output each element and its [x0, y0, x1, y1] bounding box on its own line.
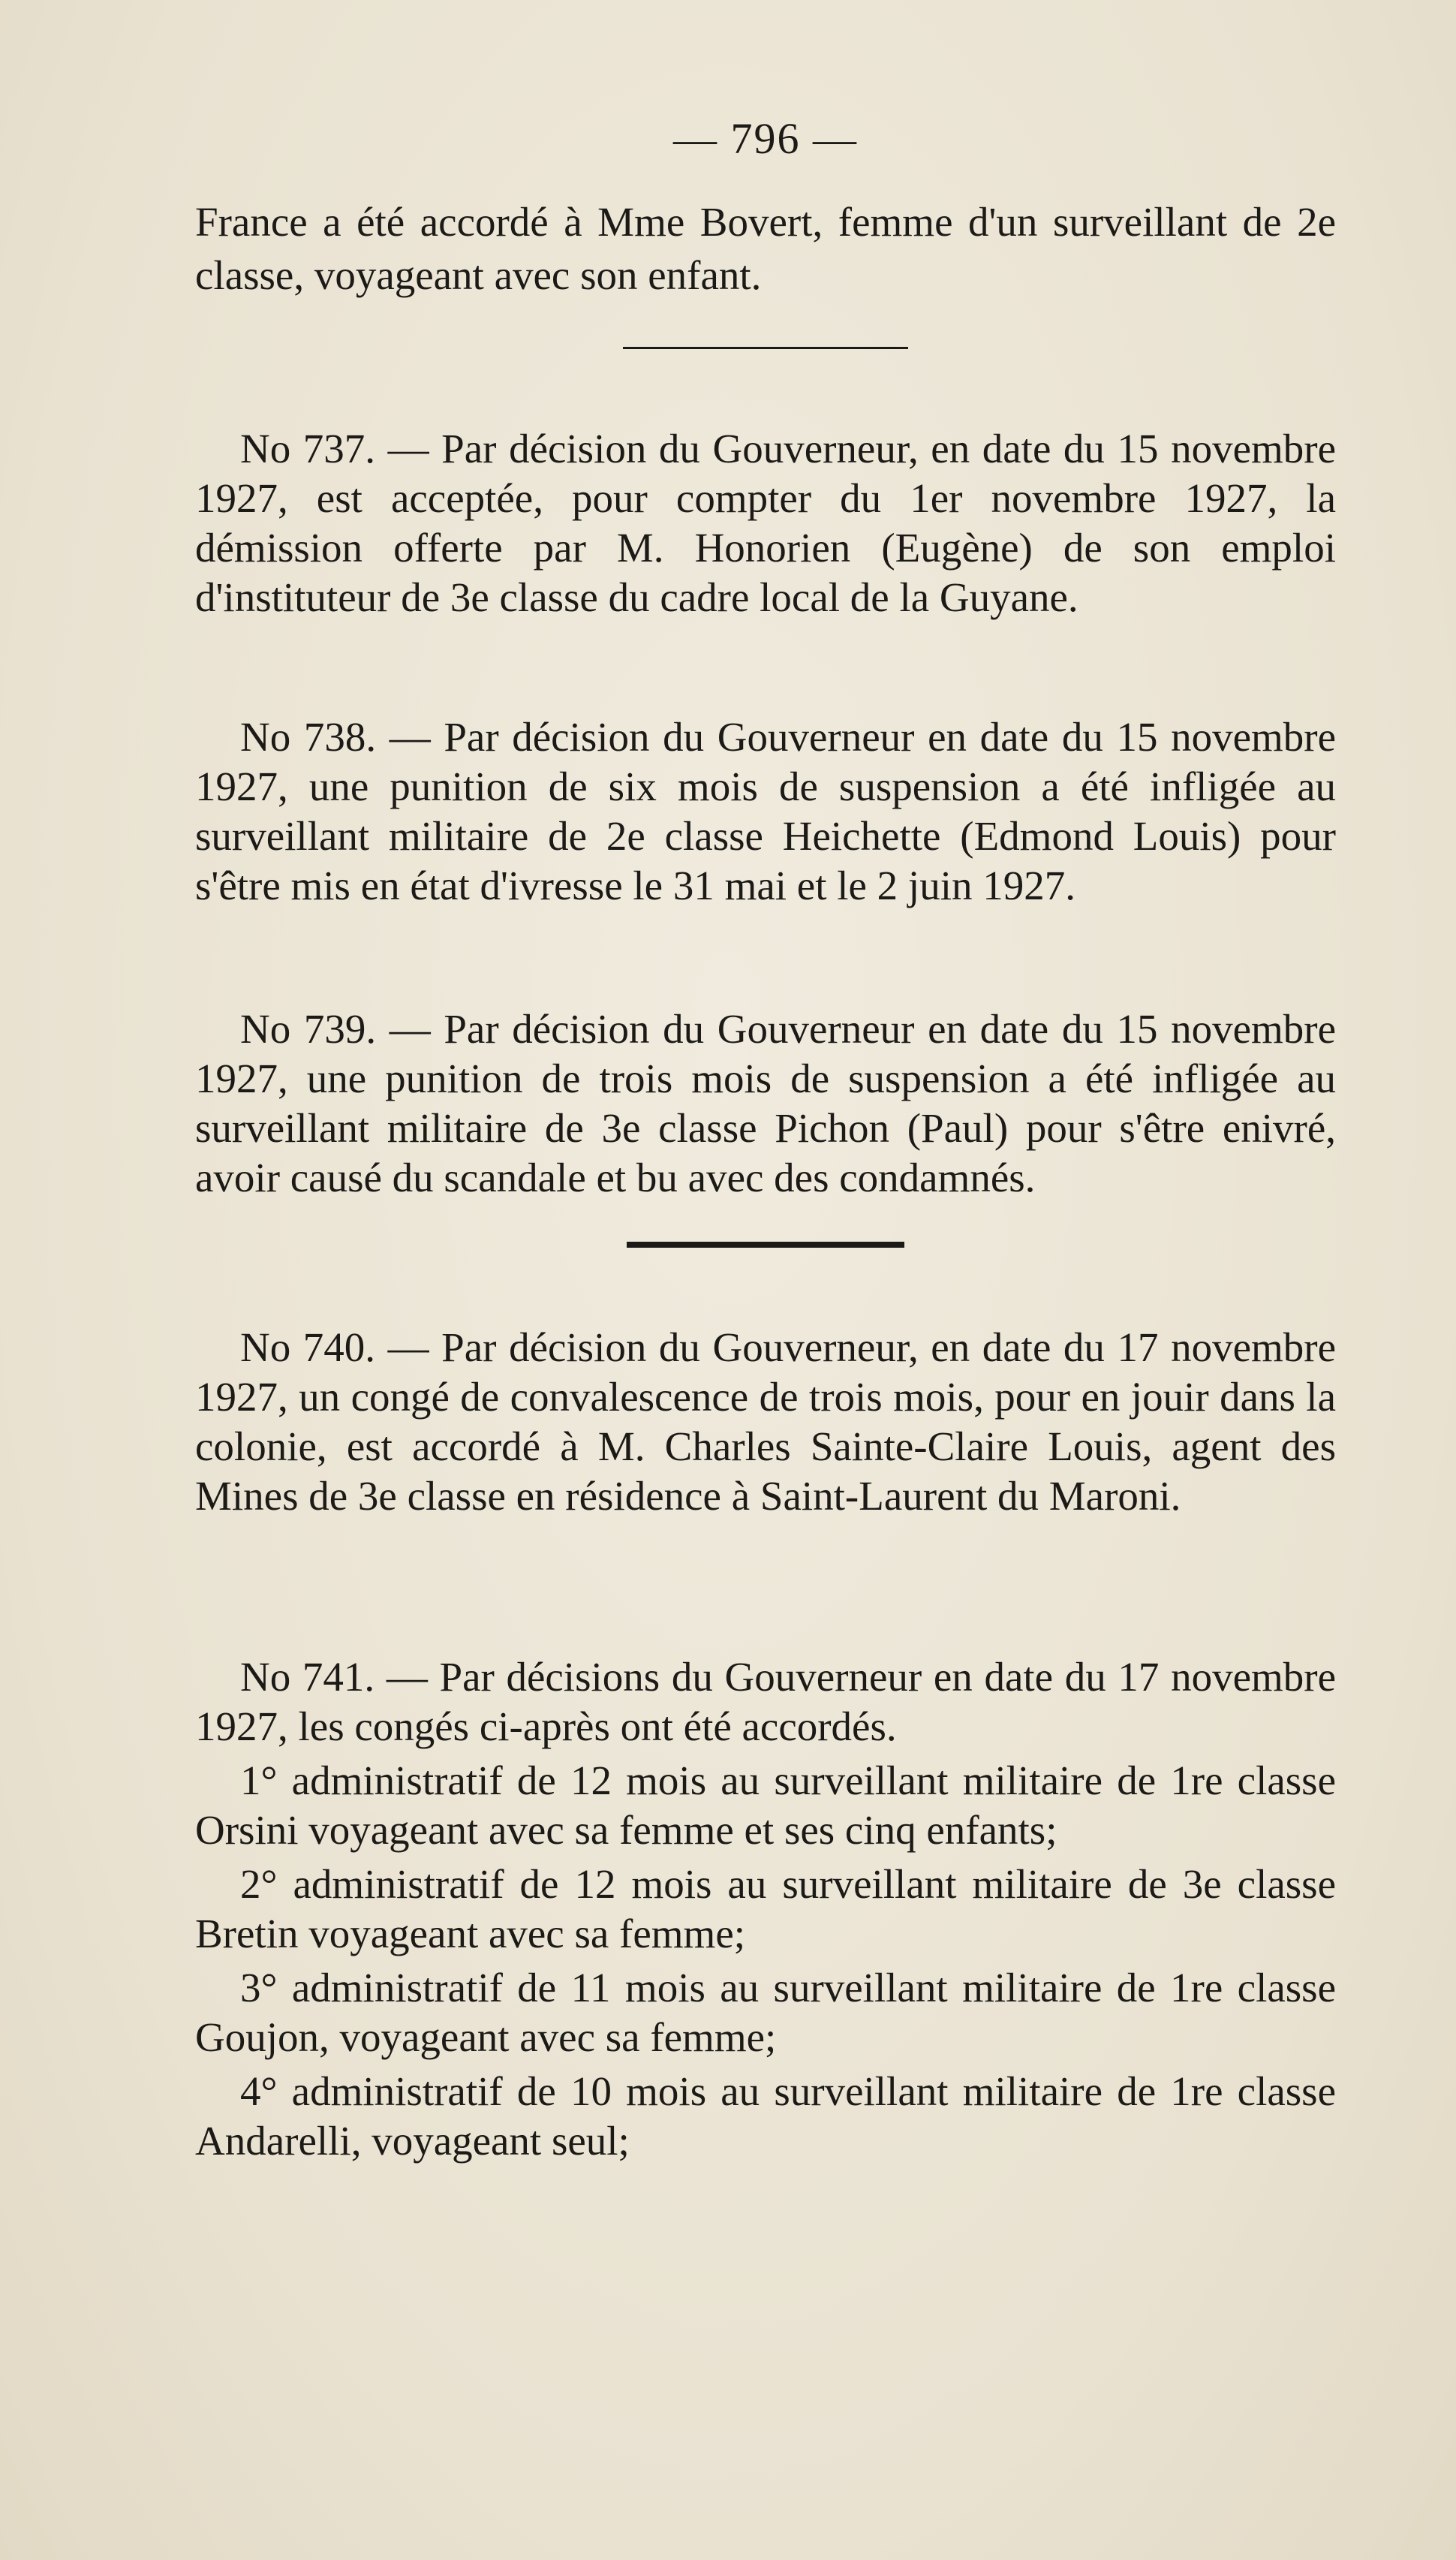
spacer [195, 911, 1336, 1004]
page-number: — 796 — [673, 114, 858, 163]
entry-740 [195, 1323, 1336, 1521]
list-item: 1° administratif de 12 mois au surveillant militaire de 1re classe Orsini voyageant avec sa femme et ses cinq enfants; [195, 1757, 1336, 1853]
list-item: 2° administratif de 12 mois au surveillant militaire de 3e classe Bretin voyageant avec sa femme; [195, 1861, 1336, 1956]
entry-text: No 739. — Par décision du Gouverneur en date du 15 novembre 1927, une punition de trois mois de suspension a été infligée au surveillant militaire de 3e classe Pichon (Paul) pour s'être enivré, avoir causé du scandale et bu avec des condamnés. [195, 1006, 1336, 1200]
entry-737 [195, 424, 1336, 622]
entry-text: No 737. — Par décision du Gouverneur, en date du 15 novembre 1927, est acceptée, pour compter du 1er novembre 1927, la démission offerte par M. Honorien (Eugène) de son emploi d'instituteur de 3e classe du cadre local de la Guyane. [195, 426, 1336, 620]
continuation-paragraph: France a été accordé à Mme Bovert, femme d'un surveillant de 2e classe, voyageant avec son enfant. [195, 199, 1336, 298]
page-content [195, 113, 1336, 2166]
entry-739 [195, 1004, 1336, 1203]
entry-text: No 741. — Par décisions du Gouverneur en date du 17 novembre 1927, les congés ci-après ont été accordés. [195, 1654, 1336, 1749]
entry-text: No 738. — Par décision du Gouverneur en date du 15 novembre 1927, une punition de six mois de suspension a été infligée au surveillant militaire de 2e classe Heichette (Edmond Louis) pour s'être mis en état d'ivresse le 31 mai et le 2 juin 1927. [195, 714, 1336, 908]
section-divider [623, 347, 908, 349]
section-divider-thick [627, 1242, 904, 1248]
spacer [195, 1521, 1336, 1652]
entry-text: No 740. — Par décision du Gouverneur, en date du 17 novembre 1927, un congé de convalescence de trois mois, pour en jouir dans la colonie, est accordé à M. Charles Sainte-Claire Louis, agent des Mines de 3e classe en résidence à Saint-Laurent du Maroni. [195, 1324, 1336, 1519]
entry-738 [195, 712, 1336, 911]
entry-741 [195, 1652, 1336, 2166]
list-item: 4° administratif de 10 mois au surveillant militaire de 1re classe Andarelli, voyageant seul; [195, 2068, 1336, 2164]
list-item: 3° administratif de 11 mois au surveillant militaire de 1re classe Goujon, voyageant avec sa femme; [195, 1965, 1336, 2060]
spacer [195, 622, 1336, 712]
